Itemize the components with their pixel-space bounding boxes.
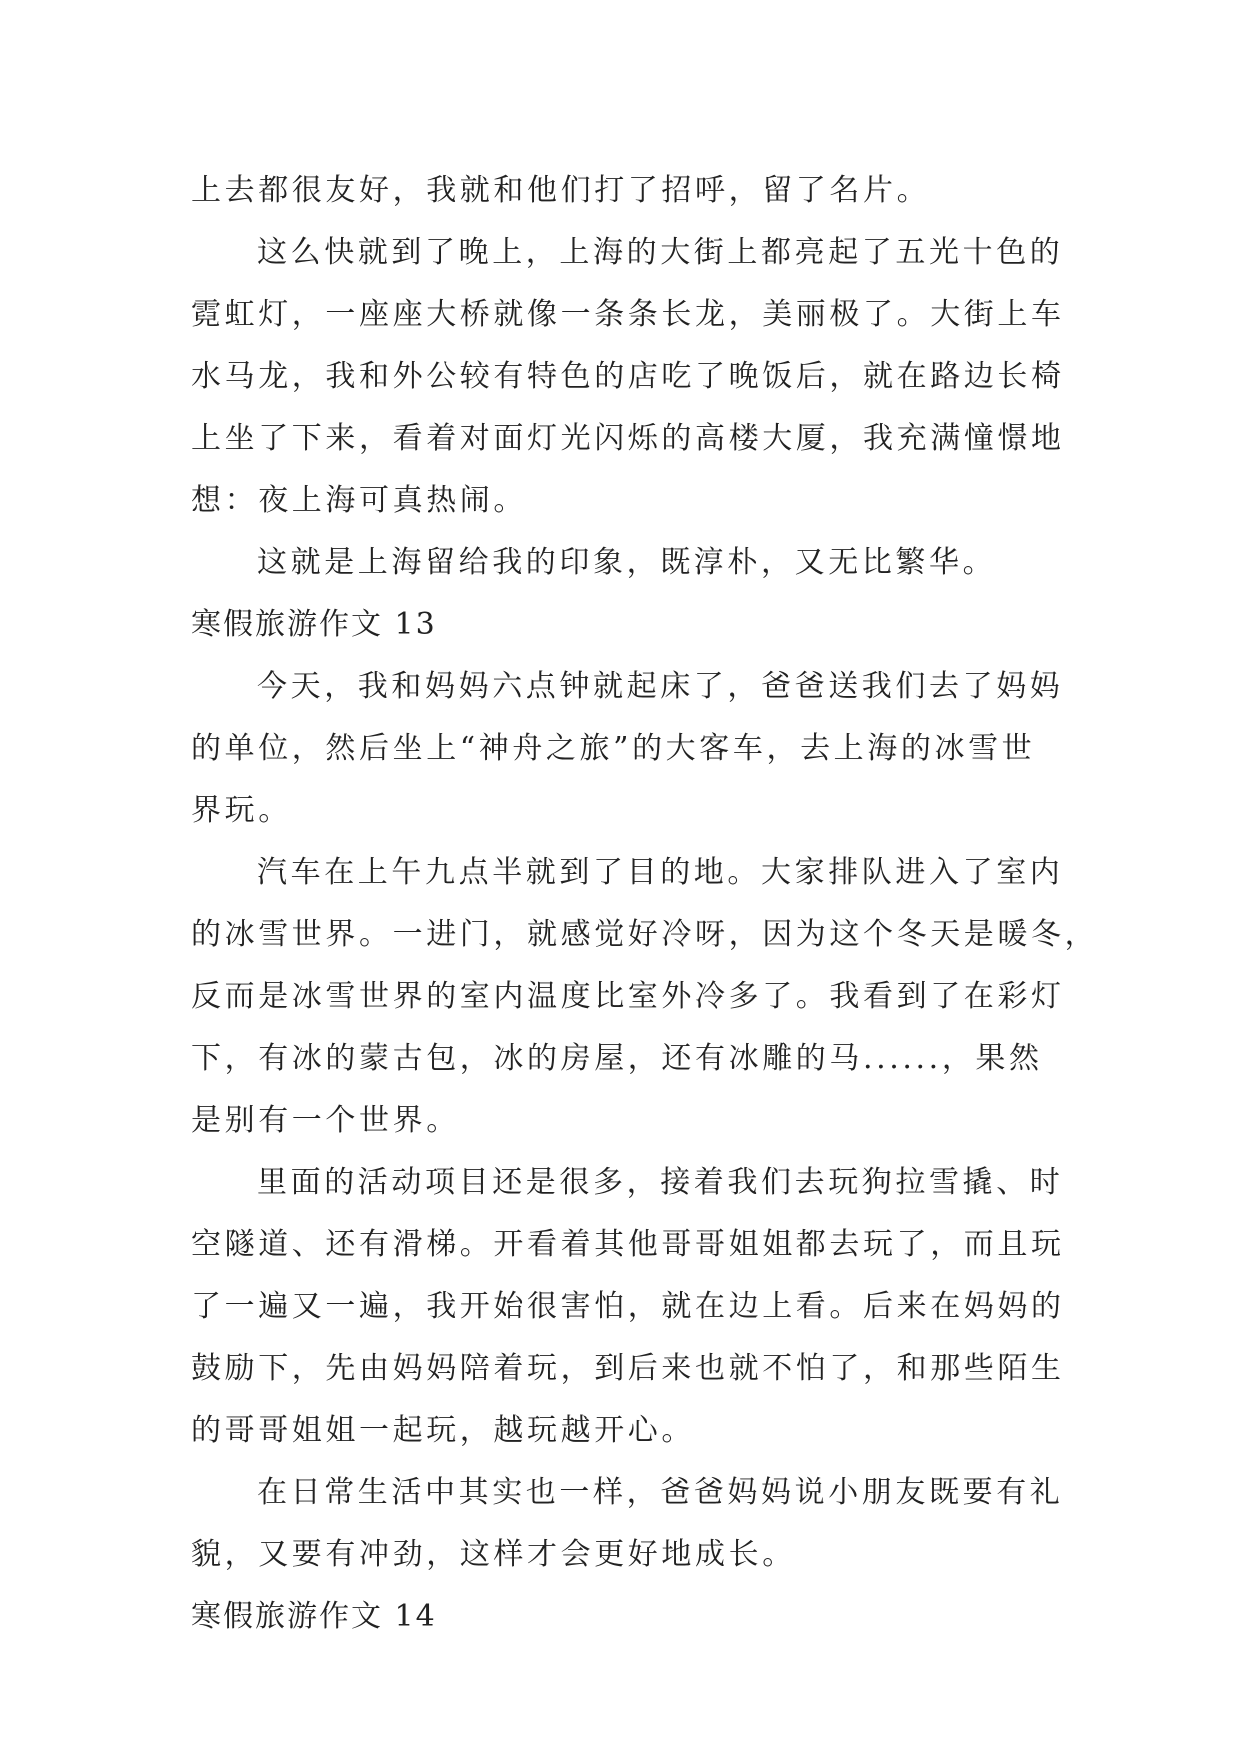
paragraph-first-line: 在日常生活中其实也一样，爸爸妈妈说小朋友既要有礼: [257, 1475, 1064, 1510]
text-line: 的冰雪世界。一进门，就感觉好冷呀，因为这个冬天是暖冬，: [191, 917, 1099, 952]
paragraph-first-line: 这么快就到了晚上，上海的大街上都亮起了五光十色的: [257, 235, 1064, 270]
paragraph-first-line: 今天，我和妈妈六点钟就起床了，爸爸送我们去了妈妈: [257, 669, 1064, 704]
text-line: 鼓励下，先由妈妈陪着玩，到后来也就不怕了，和那些陌生: [191, 1351, 1065, 1386]
text-line: 貌，又要有冲劲，这样才会更好地成长。: [191, 1537, 796, 1572]
text-line: 霓虹灯，一座座大桥就像一条条长龙，美丽极了。大街上车: [191, 297, 1065, 332]
paragraph-first-line: 汽车在上午九点半就到了目的地。大家排队进入了室内: [257, 855, 1064, 890]
text-line: 界玩。: [191, 793, 292, 828]
text-line: 了一遍又一遍，我开始很害怕，就在边上看。后来在妈妈的: [191, 1289, 1065, 1324]
section-heading: 寒假旅游作文 14: [191, 1599, 437, 1634]
text-line: 水马龙，我和外公较有特色的店吃了晚饭后，就在路边长椅: [191, 359, 1065, 394]
text-line: 的哥哥姐姐一起玩，越玩越开心。: [191, 1413, 695, 1448]
text-line: 上坐了下来，看着对面灯光闪烁的高楼大厦，我充满憧憬地: [191, 421, 1065, 456]
text-line: 想：夜上海可真热闹。: [191, 483, 527, 518]
text-line: 的单位，然后坐上“神舟之旅”的大客车，去上海的冰雪世: [191, 731, 1036, 766]
text-line: 上去都很友好，我就和他们打了招呼，留了名片。: [191, 173, 931, 208]
paragraph-first-line: 这就是上海留给我的印象，既淳朴，又无比繁华。: [257, 545, 997, 580]
text-line: 反而是冰雪世界的室内温度比室外冷多了。我看到了在彩灯: [191, 979, 1065, 1014]
section-heading: 寒假旅游作文 13: [191, 607, 437, 642]
text-line: 空隧道、还有滑梯。开看着其他哥哥姐姐都去玩了，而且玩: [191, 1227, 1065, 1262]
text-line: 是别有一个世界。: [191, 1103, 460, 1138]
paragraph-first-line: 里面的活动项目还是很多，接着我们去玩狗拉雪撬、时: [257, 1165, 1064, 1200]
text-line: 下，有冰的蒙古包，冰的房屋，还有冰雕的马......，果然: [191, 1041, 1043, 1076]
document-page: [191, 160, 1099, 1648]
